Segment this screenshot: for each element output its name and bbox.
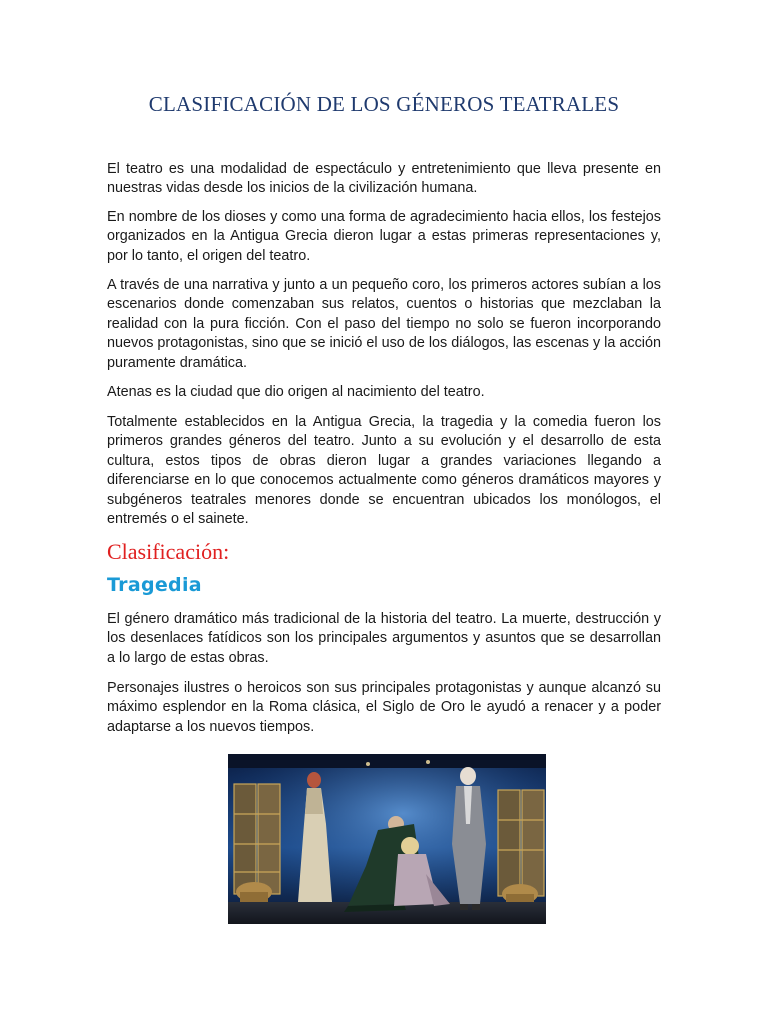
paragraph-intro: El teatro es una modalidad de espectáculo y entretenimiento que lleva presente en nuestras vidas desde los inicios de la civilización humana. (107, 161, 661, 197)
paragraph-tragedia-characters: Personajes ilustres o heroicos son sus principales protagonistas y aunque alcanzó su máximo esplendor en la Roma clásica, el Siglo de Oro le ayudó a renacer y a poder adaptarse a los nuevos tiempos. (107, 680, 661, 735)
paragraph-genres: Totalmente establecidos en la Antigua Grecia, la tragedia y la comedia fueron los primeros grandes géneros del teatro. Junto a su evolución y el desarrollo de esta cultura, estos tipos de obras dieron lugar a grandes variaciones llegando a diferenciarse en lo que conocemos actualmente como géneros dramáticos mayores y subgéneros teatrales menores donde se encuentran ubicados los monólogos, el entremés o el sainete. (107, 414, 661, 528)
paragraph-narrative: A través de una narrativa y junto a un pequeño coro, los primeros actores subían a los escenarios donde comenzaban sus relatos, cuentos o historias que mezclaban la realidad con la pura ficción. Con el paso del tiempo no solo se fueron incorporando nuevos protagonistas, sino que se inició el uso de los diálogos, las escenas y la acción puramente dramática. (107, 277, 661, 371)
paragraph-tragedia-definition: El género dramático más tradicional de la historia del teatro. La muerte, destrucción y los desenlaces fatídicos son los principales argumentos y asuntos que se desarrollan a lo largo de estas obras. (107, 611, 661, 666)
document-title: CLASIFICACIÓN DE LOS GÉNEROS TEATRALES (148, 92, 620, 116)
subsection-heading-tragedia: Tragedia (107, 574, 202, 596)
paragraph-athens: Atenas es la ciudad que dio origen al nacimiento del teatro. (107, 384, 485, 400)
section-heading-clasificacion: Clasificación: (107, 539, 230, 564)
theatre-stage-photo (228, 754, 546, 924)
paragraph-gods: En nombre de los dioses y como una forma de agradecimiento hacia ellos, los festejos organizados en la Antigua Grecia dieron lugar a estas primeras representaciones y, por lo tanto, el origen del teatro. (107, 209, 661, 264)
